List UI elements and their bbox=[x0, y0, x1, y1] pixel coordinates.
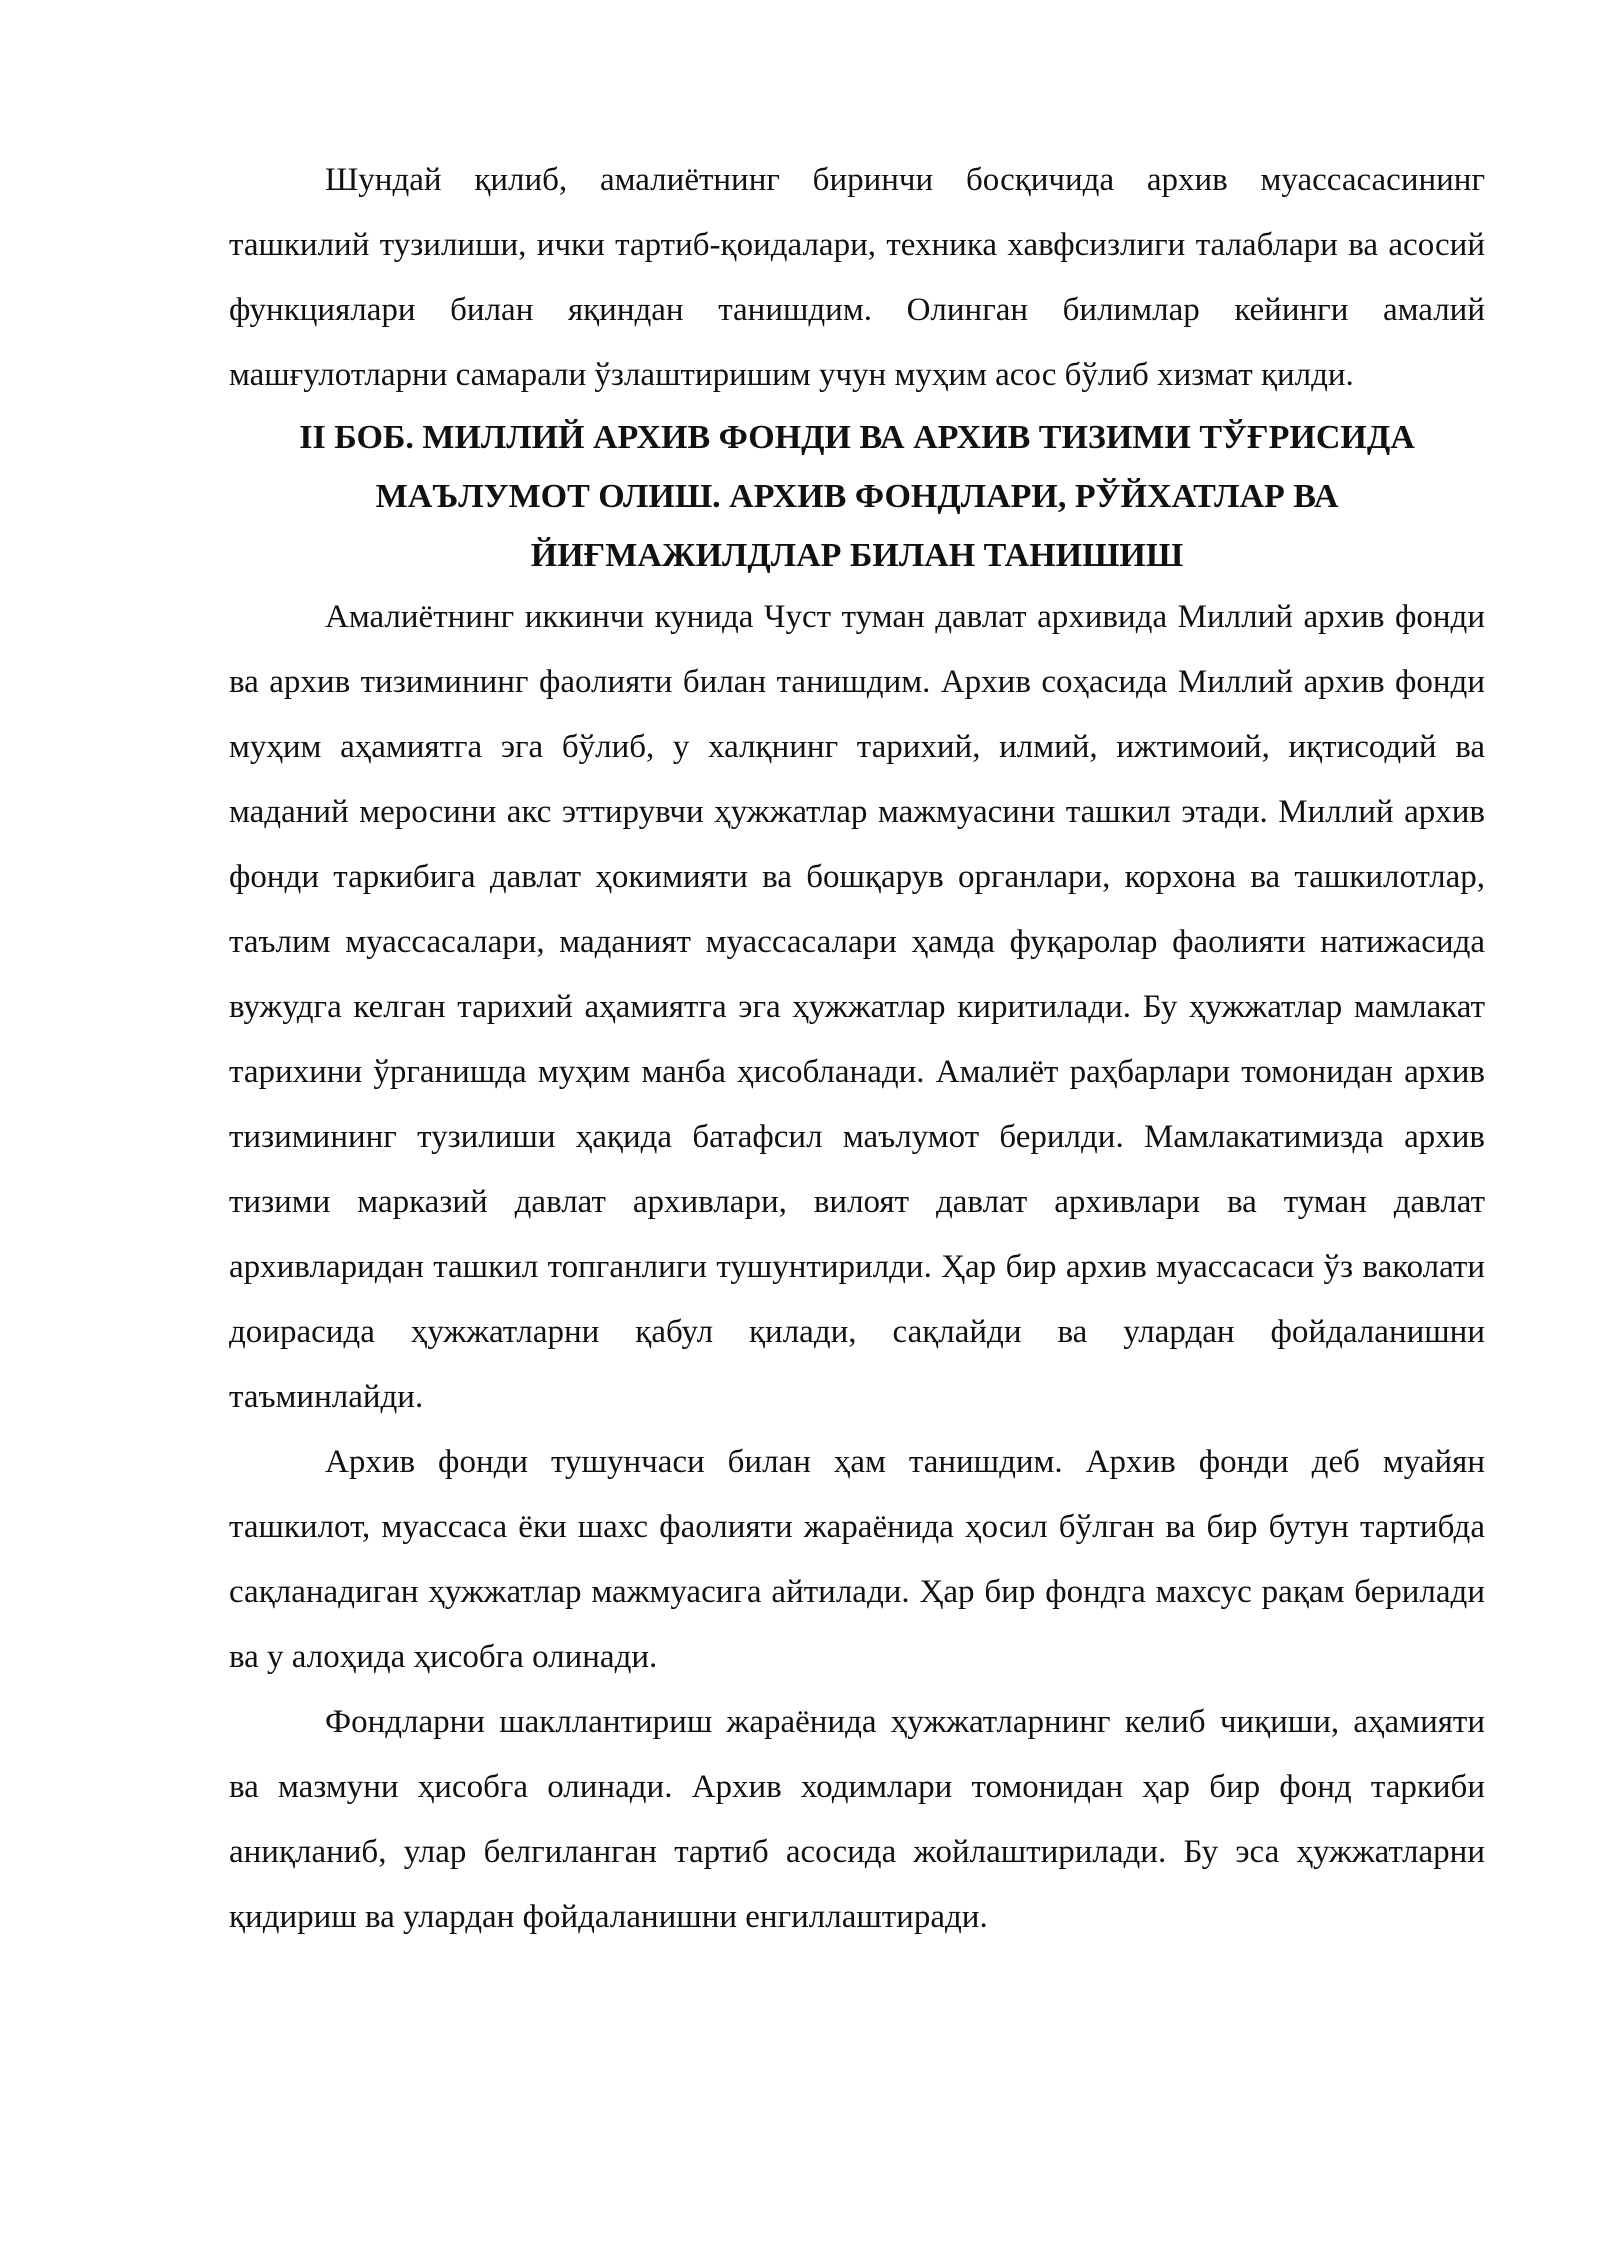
document-body bbox=[229, 148, 1485, 1950]
paragraph-4: Фондларни шакллантириш жараёнида ҳужжатларнинг келиб чиқиши, аҳамияти ва мазмуни ҳисобга олинади. Архив ходимлари томонидан ҳар бир фонд таркиби аниқланиб, улар белгиланган тартиб асосида жойлаштирилади. Бу эса ҳужжатларни қидириш ва улардан фойдаланишни енгиллаштиради. bbox=[229, 1704, 1485, 1935]
paragraph-1: Шундай қилиб, амалиётнинг биринчи босқичида архив муассасасининг ташкилий тузилиши, ички тартиб-қоидалари, техника хавфсизлиги талаблари ва асосий функциялари билан яқиндан танишдим. Олинган билимлар кейинги амалий машғулотларни самарали ўзлаштиришим учун муҳим асос бўлиб хизмат қилди. bbox=[229, 162, 1485, 393]
paragraph-2: Амалиётнинг иккинчи кунида Чуст туман давлат архивида Миллий архив фонди ва архив тизимининг фаолияти билан танишдим. Архив соҳасида Миллий архив фонди муҳим аҳамиятга эга бўлиб, у халқнинг тарихий, илмий, ижтимоий, иқтисодий ва маданий меросини акс эттирувчи ҳужжатлар мажмуасини ташкил этади. Миллий архив фонди таркибига давлат ҳокимияти ва бошқарув органлари, корхона ва ташкилотлар, таълим муассасалари, маданият муассасалари ҳамда фуқаролар фаолияти натижасида вужудга келган тарихий аҳамиятга эга ҳужжатлар киритилади. Бу ҳужжатлар мамлакат тарихини ўрганишда муҳим манба ҳисобланади. Амалиёт раҳбарлари томонидан архив тизимининг тузилиши ҳақида батафсил маълумот берилди. Мамлакатимизда архив тизими марказий давлат архивлари, вилоят давлат архивлари ва туман давлат архивларидан ташкил топганлиги тушунтирилди. Ҳар бир архив муассасаси ўз ваколати доирасида ҳужжатларни қабул қилади, сақлайди ва улардан фойдаланишни таъминлайди. bbox=[229, 599, 1485, 1415]
chapter-heading: II БОБ. МИЛЛИЙ АРХИВ ФОНДИ ВА АРХИВ ТИЗИМИ ТЎҒРИСИДА МАЪЛУМОТ ОЛИШ. АРХИВ ФОНДЛАРИ, РЎЙХАТЛАР ВА ЙИҒМАЖИЛДЛАР БИЛАН ТАНИШИШ bbox=[299, 419, 1415, 574]
paragraph-3: Архив фонди тушунчаси билан ҳам танишдим. Архив фонди деб муайян ташкилот, муассаса ёки шахс фаолияти жараёнида ҳосил бўлган ва бир бутун тартибда сақланадиган ҳужжатлар мажмуасига айтилади. Ҳар бир фондга махсус рақам берилади ва у алоҳида ҳисобга олинади. bbox=[229, 1444, 1485, 1675]
